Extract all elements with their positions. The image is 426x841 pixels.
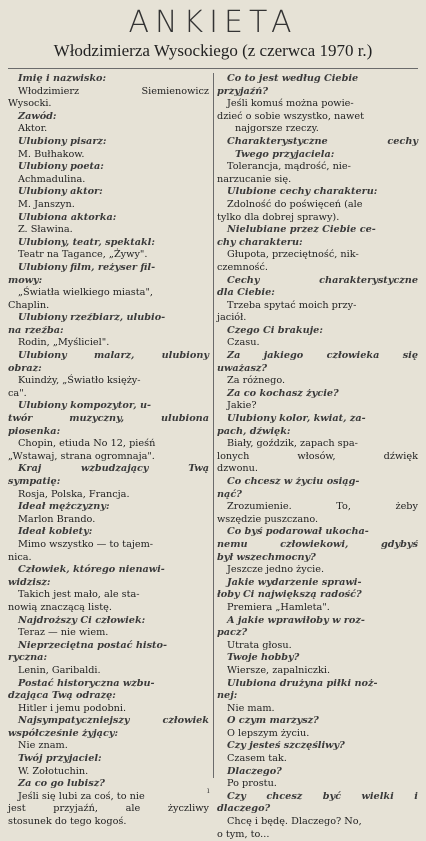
answer-line: Kuindży, „Światło księży- — [18, 375, 141, 387]
question-line: Co to jest według Ciebie — [227, 73, 359, 84]
question-line: Charakterystyczne cechy — [227, 135, 418, 147]
answer-line: ca". — [8, 387, 27, 399]
answer-line: lonych włosów, dźwięk — [217, 450, 418, 462]
answer-line: dzieć o sobie wszystko, nawet — [217, 110, 364, 122]
question-line: Czego Ci brakuje: — [227, 324, 323, 336]
question-line: Ideał kobiety: — [18, 526, 93, 538]
answer-line: Jeśli się lubi za coś, to nie — [18, 790, 145, 802]
question-line: O czym marzysz? — [227, 715, 319, 727]
answer-line: jaciół. — [217, 312, 247, 324]
question-line: Ulubiony, teatr, spektakl: — [18, 236, 155, 248]
answer-line: Włodzimierz Siemienowicz — [18, 85, 209, 97]
answer-line: Teraz — nie wiem. — [18, 627, 109, 639]
question-line: Najsympatyczniejszy człowiek — [18, 715, 209, 727]
question-line: Co byś podarował ukocha- — [227, 526, 369, 538]
answer-line: Takich jest mało, ale sta- — [18, 589, 140, 601]
question-line: dzająca Twą odrazę: — [8, 690, 116, 702]
answer-line: Jeśli komuś można powie- — [227, 98, 354, 110]
question-line: Imię i nazwisko: — [18, 73, 107, 84]
question-line: ryczna: — [8, 652, 48, 664]
question-line: Ulubiony pisarz: — [18, 135, 107, 147]
answer-line: Biały, goździk, zapach spa- — [227, 438, 358, 450]
answer-line: Mimo wszystko — to tajem- — [18, 538, 154, 550]
question-line: Najdroższy Ci człowiek: — [18, 614, 146, 626]
question-line: Twoje hobby? — [227, 652, 300, 664]
question-line: dlaczego? — [217, 803, 271, 815]
question-line: Człowiek, którego nienawi- — [18, 564, 165, 576]
question-line: na rzeźba: — [8, 324, 64, 336]
answer-line: Chopin, etiuda No 12, pieśń — [18, 438, 156, 450]
right-column — [217, 73, 418, 840]
answer-line: nowią znaczącą listę. — [8, 601, 112, 613]
answer-line: Premiera „Hamleta". — [227, 601, 330, 613]
left-column — [8, 73, 209, 828]
answer-line: o tym, to... — [217, 828, 270, 840]
question-line: twór muzyczny, ulubiona — [8, 413, 209, 425]
question-line: Cechy charakterystyczne — [227, 274, 418, 286]
answer-line: stosunek do tego kogoś. — [8, 816, 127, 828]
column-divider — [213, 73, 214, 778]
answer-line: Hitler i jemu podobni. — [18, 702, 127, 714]
answer-line: dzwonu. — [217, 463, 258, 475]
question-line: Ulubiony kolor, kwiat, za- — [227, 413, 366, 425]
answer-line: Rosja, Polska, Francja. — [18, 488, 130, 500]
question-line: Kraj wzbudzający Twą — [18, 463, 209, 475]
question-line: obraz: — [8, 362, 42, 374]
question-line: widzisz: — [8, 576, 51, 588]
answer-line: Wiersze, zapalniczki. — [227, 664, 331, 676]
answer-line: Jakie? — [227, 400, 257, 412]
answer-line: Achmadulina. — [18, 173, 86, 185]
question-line: był wszechmocny? — [217, 551, 316, 563]
question-line: Twój przyjaciel: — [18, 753, 102, 765]
question-line: nej: — [217, 690, 238, 702]
answer-line: Chaplin. — [8, 299, 50, 311]
question-line: Ulubiony kompozytor, u- — [18, 400, 152, 412]
question-line: łoby Ci największą radość? — [217, 589, 362, 601]
answer-line: Aktor. — [18, 123, 48, 135]
answer-line: Wysocki. — [8, 98, 52, 110]
answer-line: Teatr na Tagance, „Żywy". — [18, 249, 148, 261]
question-line: Ideał mężczyzny: — [18, 501, 110, 513]
answer-line: tylko dla dobrej sprawy). — [217, 211, 340, 223]
question-line: Czy chcesz być wielki i — [227, 790, 418, 802]
answer-line: najgorsze rzeczy. — [235, 123, 319, 135]
question-line: Ulubiony rzeźbiarz, ulubio- — [18, 312, 166, 324]
answer-line: Jeszcze jedno życie. — [227, 564, 325, 576]
answer-line: Z. Sławina. — [18, 224, 73, 236]
answer-line: Marlon Brando. — [18, 513, 96, 525]
question-line: Ulubiona drużyna piłki noż- — [227, 677, 378, 689]
question-line: dla Ciebie: — [217, 287, 275, 299]
question-line: Dlaczego? — [227, 765, 282, 777]
answer-line: jest przyjaźń, ale życzliwy — [8, 803, 209, 815]
page-subtitle: Włodzimierza Wysockiego (z czerwca 1970 r.) — [53, 41, 373, 60]
question-line: Jakie wydarzenie sprawi- — [227, 576, 362, 588]
answer-line: W. Zołotuchin. — [18, 765, 89, 777]
question-line: Ulubiony poeta: — [18, 161, 104, 173]
question-line: Za co go lubisz? — [18, 778, 105, 790]
answer-line: czemność. — [217, 261, 268, 273]
question-line: przyjaźń? — [217, 85, 269, 97]
answer-line: narzucanie się. — [217, 173, 292, 185]
question-line: sympatię: — [8, 476, 61, 487]
answer-line: Głupota, przeciętność, nik- — [227, 249, 359, 261]
folio-mark: ı — [207, 786, 210, 795]
question-line: A jakie wprawiłoby w roz- — [227, 614, 365, 626]
answer-line: M. Janszyn. — [18, 198, 75, 210]
answer-line: wszędzie puszczano. — [217, 513, 319, 525]
answer-line: Rodin, „Myśliciel". — [18, 337, 110, 349]
answer-line: Czasu. — [227, 337, 260, 349]
question-line: Nieprzeciętna postać histo- — [18, 639, 167, 651]
header-rule — [8, 68, 418, 69]
question-line: Zawód: — [18, 110, 57, 122]
question-line: współcześnie żyjący: — [8, 727, 119, 739]
answer-line: Zrozumienie. To, żeby — [227, 501, 418, 513]
answer-line: nica. — [8, 551, 32, 563]
question-line: Ulubione cechy charakteru: — [227, 186, 378, 198]
question-line: Ulubiony aktor: — [18, 186, 103, 198]
question-line: Ulubiona aktorka: — [18, 211, 117, 223]
answer-line: Chcę i będę. Dlaczego? No, — [227, 816, 362, 828]
answer-line: Za różnego. — [227, 375, 286, 387]
answer-line: Trzeba spytać moich przy- — [227, 299, 357, 311]
answer-line: Zdolność do poświęceń (ale — [227, 198, 363, 210]
question-line: nemu człowiekowi, gdybyś — [217, 538, 418, 550]
question-line: mowy: — [8, 274, 43, 286]
answer-line: „Wstawaj, strana ogromnaja". — [8, 450, 155, 462]
question-line: chy charakteru: — [217, 236, 303, 248]
question-line: Nielubiane przez Ciebie ce- — [227, 224, 376, 236]
question-line: Za co kochasz życie? — [227, 387, 339, 399]
answer-line: M. Bułhakow. — [18, 148, 85, 160]
answer-line: Czasem tak. — [227, 753, 287, 765]
answer-line: Lenin, Garibaldi. — [18, 664, 101, 676]
question-line: Ulubiony malarz, ulubiony — [18, 350, 209, 362]
question-line: Twego przyjaciela: — [235, 148, 335, 160]
answer-line: Utrata głosu. — [227, 639, 292, 651]
question-line: pacz? — [217, 627, 248, 639]
answer-line: O lepszym życiu. — [227, 727, 310, 739]
page-title: ANKIETA — [128, 5, 298, 40]
question-line: Czy jesteś szczęśliwy? — [227, 740, 345, 752]
question-line: Ulubiony film, reżyser fil- — [18, 261, 156, 273]
answer-line: Nie mam. — [227, 702, 275, 714]
answer-line: Tolerancja, mądrość, nie- — [227, 161, 351, 173]
question-line: Postać historyczna wzbu- — [18, 677, 155, 689]
answer-line: Po prostu. — [227, 778, 277, 790]
answer-line: „Światła wielkiego miasta", — [18, 287, 153, 299]
question-line: piosenka: — [8, 425, 61, 437]
question-line: pach, dźwięk: — [217, 425, 291, 437]
question-line: Za jakiego człowieka się — [227, 350, 418, 362]
article-columns — [8, 73, 418, 840]
question-line: nąć? — [217, 488, 242, 500]
question-line: Co chcesz w życiu osiąg- — [227, 476, 360, 487]
answer-line: Nie znam. — [18, 740, 68, 752]
question-line: uważasz? — [217, 362, 268, 374]
